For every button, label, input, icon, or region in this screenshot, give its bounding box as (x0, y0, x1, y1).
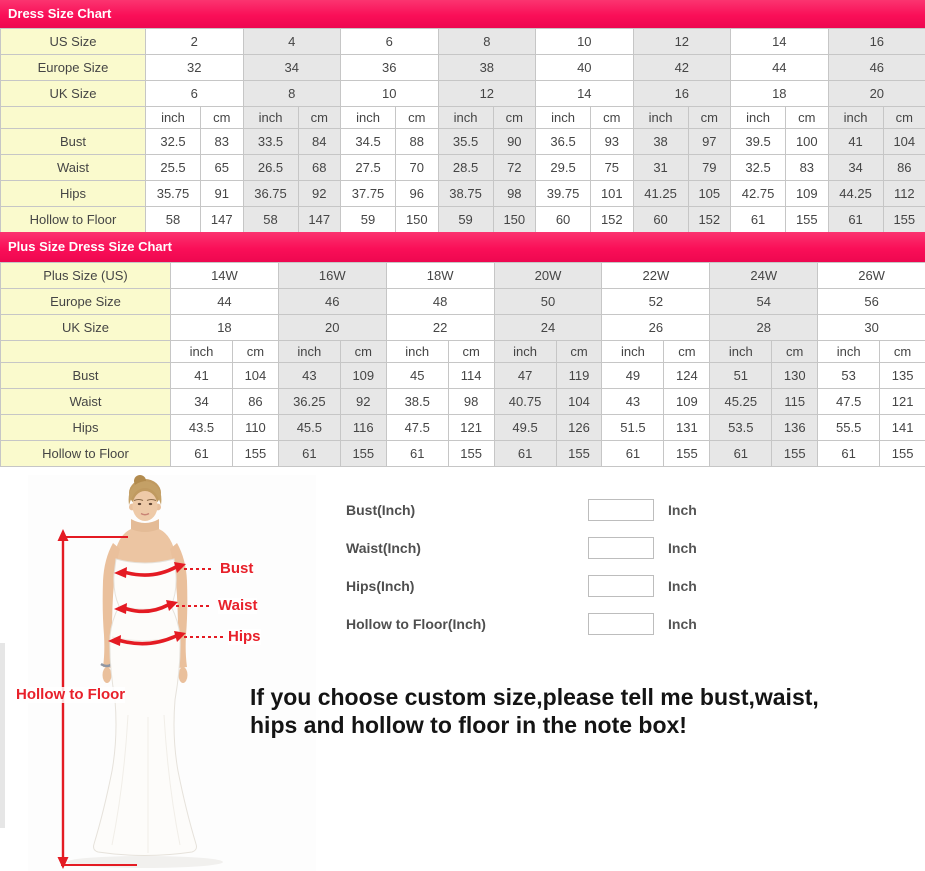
plus-chart-title-bar (0, 232, 925, 262)
measure-cell-inch: 38 (633, 129, 688, 155)
size-cell: 4 (243, 29, 341, 55)
measure-cell-inch: 51.5 (602, 415, 664, 441)
bust-field-label: Bust(Inch) (346, 502, 416, 518)
waist-unit-label: Inch (668, 540, 697, 556)
bust-input[interactable] (588, 499, 654, 521)
measure-cell-cm: 155 (772, 441, 818, 467)
custom-size-note-line-2: hips and hollow to floor in the note box! (250, 712, 687, 738)
measure-cell-inch: 41.25 (633, 181, 688, 207)
measure-cell-cm: 96 (396, 181, 439, 207)
measure-cell-cm: 98 (493, 181, 536, 207)
measure-cell-inch: 33.5 (243, 129, 298, 155)
hips-diagram-label: Hips (228, 628, 261, 645)
row-label: Hollow to Floor (1, 207, 146, 233)
measure-cell-cm: 86 (883, 155, 925, 181)
standard-chart-title: Dress Size Chart (8, 6, 112, 21)
unit-cell: cm (591, 107, 634, 129)
measure-row (1, 363, 925, 389)
measure-cell-cm: 147 (201, 207, 244, 233)
unit-cell: inch (341, 107, 396, 129)
row-label: US Size (1, 29, 146, 55)
size-cell: 28 (710, 315, 818, 341)
measure-cell-inch: 45 (386, 363, 448, 389)
measure-row (1, 129, 925, 155)
size-cell: 16W (278, 263, 386, 289)
measure-cell-cm: 104 (233, 363, 279, 389)
measure-cell-cm: 92 (298, 181, 341, 207)
measure-cell-inch: 58 (146, 207, 201, 233)
size-row (1, 81, 925, 107)
unit-cell: inch (710, 341, 772, 363)
measure-cell-cm: 136 (772, 415, 818, 441)
measure-cell-cm: 90 (493, 129, 536, 155)
hollow-to-floor-field-label: Hollow to Floor(Inch) (346, 616, 486, 632)
measure-cell-cm: 141 (880, 415, 925, 441)
standard-size-table (0, 28, 925, 233)
row-label: Waist (1, 155, 146, 181)
size-cell: 2 (146, 29, 244, 55)
unit-cell: cm (396, 107, 439, 129)
measure-cell-cm: 92 (340, 389, 386, 415)
row-label (1, 107, 146, 129)
size-cell: 34 (243, 55, 341, 81)
measure-cell-inch: 36.75 (243, 181, 298, 207)
size-cell: 48 (386, 289, 494, 315)
size-cell: 14 (536, 81, 634, 107)
measure-cell-inch: 53 (818, 363, 880, 389)
measure-cell-cm: 101 (591, 181, 634, 207)
unit-cell: cm (233, 341, 279, 363)
unit-cell: cm (772, 341, 818, 363)
measure-cell-inch: 61 (278, 441, 340, 467)
measure-cell-inch: 59 (341, 207, 396, 233)
size-row (1, 55, 925, 81)
measure-cell-inch: 37.75 (341, 181, 396, 207)
measure-cell-cm: 155 (340, 441, 386, 467)
measure-cell-cm: 109 (664, 389, 710, 415)
measure-cell-cm: 124 (664, 363, 710, 389)
size-cell: 10 (536, 29, 634, 55)
model-photo (0, 475, 316, 871)
row-label: Plus Size (US) (1, 263, 171, 289)
hollow-to-floor-diagram-label: Hollow to Floor (16, 686, 126, 703)
measure-cell-inch: 45.5 (278, 415, 340, 441)
measure-cell-cm: 119 (556, 363, 602, 389)
size-cell: 10 (341, 81, 439, 107)
units-row (1, 107, 925, 129)
size-cell: 16 (828, 29, 925, 55)
row-label: Bust (1, 129, 146, 155)
measure-cell-cm: 121 (880, 389, 925, 415)
measure-cell-inch: 61 (818, 441, 880, 467)
size-cell: 44 (171, 289, 279, 315)
measure-cell-cm: 105 (688, 181, 731, 207)
size-cell: 22 (386, 315, 494, 341)
measure-cell-cm: 83 (786, 155, 829, 181)
measure-cell-cm: 150 (493, 207, 536, 233)
measure-cell-inch: 34 (171, 389, 233, 415)
row-label: Waist (1, 389, 171, 415)
size-cell: 42 (633, 55, 731, 81)
measure-cell-cm: 88 (396, 129, 439, 155)
size-cell: 18W (386, 263, 494, 289)
measure-cell-cm: 72 (493, 155, 536, 181)
measure-cell-cm: 126 (556, 415, 602, 441)
plus-chart-title: Plus Size Dress Size Chart (8, 239, 173, 254)
measure-cell-inch: 61 (494, 441, 556, 467)
measure-cell-cm: 97 (688, 129, 731, 155)
size-cell: 22W (602, 263, 710, 289)
size-cell: 20W (494, 263, 602, 289)
measure-cell-inch: 39.5 (731, 129, 786, 155)
measure-cell-cm: 152 (688, 207, 731, 233)
measure-cell-cm: 109 (340, 363, 386, 389)
measure-cell-inch: 59 (438, 207, 493, 233)
measure-cell-cm: 110 (233, 415, 279, 441)
unit-cell: inch (146, 107, 201, 129)
measure-cell-cm: 150 (396, 207, 439, 233)
row-label: Bust (1, 363, 171, 389)
unit-cell: inch (818, 341, 880, 363)
measure-cell-inch: 47.5 (386, 415, 448, 441)
unit-cell: inch (602, 341, 664, 363)
measure-cell-inch: 27.5 (341, 155, 396, 181)
unit-cell: cm (786, 107, 829, 129)
measure-cell-inch: 47.5 (818, 389, 880, 415)
measure-cell-inch: 32.5 (731, 155, 786, 181)
measure-cell-cm: 84 (298, 129, 341, 155)
unit-cell: inch (536, 107, 591, 129)
size-cell: 40 (536, 55, 634, 81)
size-cell: 50 (494, 289, 602, 315)
hips-unit-label: Inch (668, 578, 697, 594)
measure-cell-inch: 31 (633, 155, 688, 181)
measure-cell-cm: 155 (883, 207, 925, 233)
measure-cell-inch: 40.75 (494, 389, 556, 415)
size-cell: 54 (710, 289, 818, 315)
row-label: Hips (1, 415, 171, 441)
waist-field-label: Waist(Inch) (346, 540, 421, 556)
measure-cell-inch: 32.5 (146, 129, 201, 155)
row-label: Europe Size (1, 289, 171, 315)
measure-cell-inch: 28.5 (438, 155, 493, 181)
waist-form-row (346, 535, 706, 561)
bust-unit-label: Inch (668, 502, 697, 518)
measure-cell-inch: 43 (278, 363, 340, 389)
size-cell: 56 (818, 289, 925, 315)
measure-row (1, 415, 925, 441)
waist-diagram-label: Waist (218, 597, 258, 614)
row-label: UK Size (1, 81, 146, 107)
measure-cell-cm: 65 (201, 155, 244, 181)
unit-cell: inch (386, 341, 448, 363)
measurement-guide-section (0, 475, 925, 871)
unit-cell: cm (493, 107, 536, 129)
measure-cell-cm: 147 (298, 207, 341, 233)
measure-cell-cm: 121 (448, 415, 494, 441)
measure-cell-inch: 58 (243, 207, 298, 233)
hips-form-row (346, 573, 706, 599)
measure-cell-cm: 75 (591, 155, 634, 181)
measure-cell-inch: 38.75 (438, 181, 493, 207)
unit-cell: cm (298, 107, 341, 129)
unit-cell: inch (494, 341, 556, 363)
size-cell: 26W (818, 263, 925, 289)
size-cell: 26 (602, 315, 710, 341)
unit-cell: cm (688, 107, 731, 129)
measure-cell-cm: 91 (201, 181, 244, 207)
unit-cell: cm (201, 107, 244, 129)
measure-cell-cm: 104 (556, 389, 602, 415)
measure-cell-inch: 44.25 (828, 181, 883, 207)
measure-cell-inch: 61 (828, 207, 883, 233)
measure-cell-cm: 114 (448, 363, 494, 389)
unit-cell: inch (278, 341, 340, 363)
model-measurement-diagram (0, 475, 330, 871)
row-label: Europe Size (1, 55, 146, 81)
measure-cell-inch: 61 (386, 441, 448, 467)
size-cell: 14W (171, 263, 279, 289)
unit-cell: cm (340, 341, 386, 363)
measure-row (1, 155, 925, 181)
measure-row (1, 441, 925, 467)
measure-cell-cm: 155 (786, 207, 829, 233)
measure-cell-inch: 39.75 (536, 181, 591, 207)
row-label: Hips (1, 181, 146, 207)
measure-cell-inch: 49.5 (494, 415, 556, 441)
size-cell: 8 (438, 29, 536, 55)
size-cell: 38 (438, 55, 536, 81)
measure-cell-cm: 93 (591, 129, 634, 155)
row-label (1, 341, 171, 363)
measure-cell-cm: 70 (396, 155, 439, 181)
measure-cell-inch: 60 (633, 207, 688, 233)
measure-cell-cm: 155 (664, 441, 710, 467)
measure-row (1, 389, 925, 415)
measure-cell-inch: 43.5 (171, 415, 233, 441)
size-cell: 20 (828, 81, 925, 107)
measure-cell-inch: 35.75 (146, 181, 201, 207)
size-cell: 36 (341, 55, 439, 81)
standard-chart-title-bar (0, 0, 925, 28)
measure-cell-inch: 41 (828, 129, 883, 155)
measure-cell-cm: 112 (883, 181, 925, 207)
plus-size-table (0, 262, 925, 467)
units-row (1, 341, 925, 363)
measure-cell-cm: 83 (201, 129, 244, 155)
measure-cell-inch: 55.5 (818, 415, 880, 441)
measure-cell-cm: 68 (298, 155, 341, 181)
row-label: UK Size (1, 315, 171, 341)
measure-cell-inch: 47 (494, 363, 556, 389)
measure-cell-inch: 34 (828, 155, 883, 181)
size-row (1, 289, 925, 315)
size-cell: 14 (731, 29, 829, 55)
row-label: Hollow to Floor (1, 441, 171, 467)
measure-cell-cm: 152 (591, 207, 634, 233)
size-row (1, 315, 925, 341)
custom-size-note-line-1: If you choose custom size,please tell me bust,waist, (250, 684, 819, 710)
size-cell: 18 (731, 81, 829, 107)
measure-row (1, 181, 925, 207)
measure-cell-inch: 25.5 (146, 155, 201, 181)
hollow-to-floor-form-row (346, 611, 706, 637)
measure-cell-cm: 130 (772, 363, 818, 389)
unit-cell: inch (171, 341, 233, 363)
size-cell: 46 (278, 289, 386, 315)
size-cell: 18 (171, 315, 279, 341)
measure-cell-cm: 104 (883, 129, 925, 155)
measure-cell-cm: 115 (772, 389, 818, 415)
measure-cell-cm: 155 (233, 441, 279, 467)
unit-cell: cm (883, 107, 925, 129)
measure-row (1, 207, 925, 233)
unit-cell: cm (556, 341, 602, 363)
size-cell: 6 (341, 29, 439, 55)
measure-cell-inch: 42.75 (731, 181, 786, 207)
measure-cell-cm: 131 (664, 415, 710, 441)
measure-cell-cm: 79 (688, 155, 731, 181)
unit-cell: inch (828, 107, 883, 129)
size-cell: 16 (633, 81, 731, 107)
size-cell: 12 (633, 29, 731, 55)
measure-cell-inch: 36.25 (278, 389, 340, 415)
size-cell: 46 (828, 55, 925, 81)
unit-cell: cm (880, 341, 925, 363)
measure-cell-inch: 60 (536, 207, 591, 233)
custom-size-note (250, 683, 925, 739)
size-cell: 24W (710, 263, 818, 289)
measure-cell-inch: 34.5 (341, 129, 396, 155)
hips-input[interactable] (588, 575, 654, 597)
measure-cell-inch: 53.5 (710, 415, 772, 441)
size-cell: 30 (818, 315, 925, 341)
hollow-to-floor-input[interactable] (588, 613, 654, 635)
measure-cell-inch: 49 (602, 363, 664, 389)
measure-cell-inch: 38.5 (386, 389, 448, 415)
hips-field-label: Hips(Inch) (346, 578, 415, 594)
bust-diagram-label: Bust (220, 560, 254, 577)
measure-cell-inch: 51 (710, 363, 772, 389)
size-cell: 24 (494, 315, 602, 341)
waist-input[interactable] (588, 537, 654, 559)
unit-cell: inch (243, 107, 298, 129)
size-row (1, 263, 925, 289)
size-cell: 32 (146, 55, 244, 81)
size-cell: 6 (146, 81, 244, 107)
measure-cell-cm: 109 (786, 181, 829, 207)
bust-form-row (346, 497, 706, 523)
size-row (1, 29, 925, 55)
measure-cell-inch: 45.25 (710, 389, 772, 415)
measure-cell-inch: 29.5 (536, 155, 591, 181)
measure-cell-cm: 155 (880, 441, 925, 467)
measure-cell-inch: 35.5 (438, 129, 493, 155)
unit-cell: cm (664, 341, 710, 363)
measure-cell-inch: 43 (602, 389, 664, 415)
size-cell: 12 (438, 81, 536, 107)
measure-cell-cm: 155 (556, 441, 602, 467)
unit-cell: cm (448, 341, 494, 363)
unit-cell: inch (438, 107, 493, 129)
measure-cell-cm: 155 (448, 441, 494, 467)
measure-cell-cm: 100 (786, 129, 829, 155)
unit-cell: inch (633, 107, 688, 129)
measure-cell-inch: 61 (710, 441, 772, 467)
unit-cell: inch (731, 107, 786, 129)
size-cell: 44 (731, 55, 829, 81)
size-cell: 20 (278, 315, 386, 341)
measure-cell-cm: 116 (340, 415, 386, 441)
measure-cell-inch: 61 (171, 441, 233, 467)
hollow-to-floor-unit-label: Inch (668, 616, 697, 632)
measure-cell-cm: 98 (448, 389, 494, 415)
measure-cell-cm: 86 (233, 389, 279, 415)
size-cell: 8 (243, 81, 341, 107)
measure-cell-inch: 61 (731, 207, 786, 233)
measure-cell-inch: 41 (171, 363, 233, 389)
size-cell: 52 (602, 289, 710, 315)
measure-cell-inch: 36.5 (536, 129, 591, 155)
measure-cell-inch: 61 (602, 441, 664, 467)
measure-cell-cm: 135 (880, 363, 925, 389)
measure-cell-inch: 26.5 (243, 155, 298, 181)
